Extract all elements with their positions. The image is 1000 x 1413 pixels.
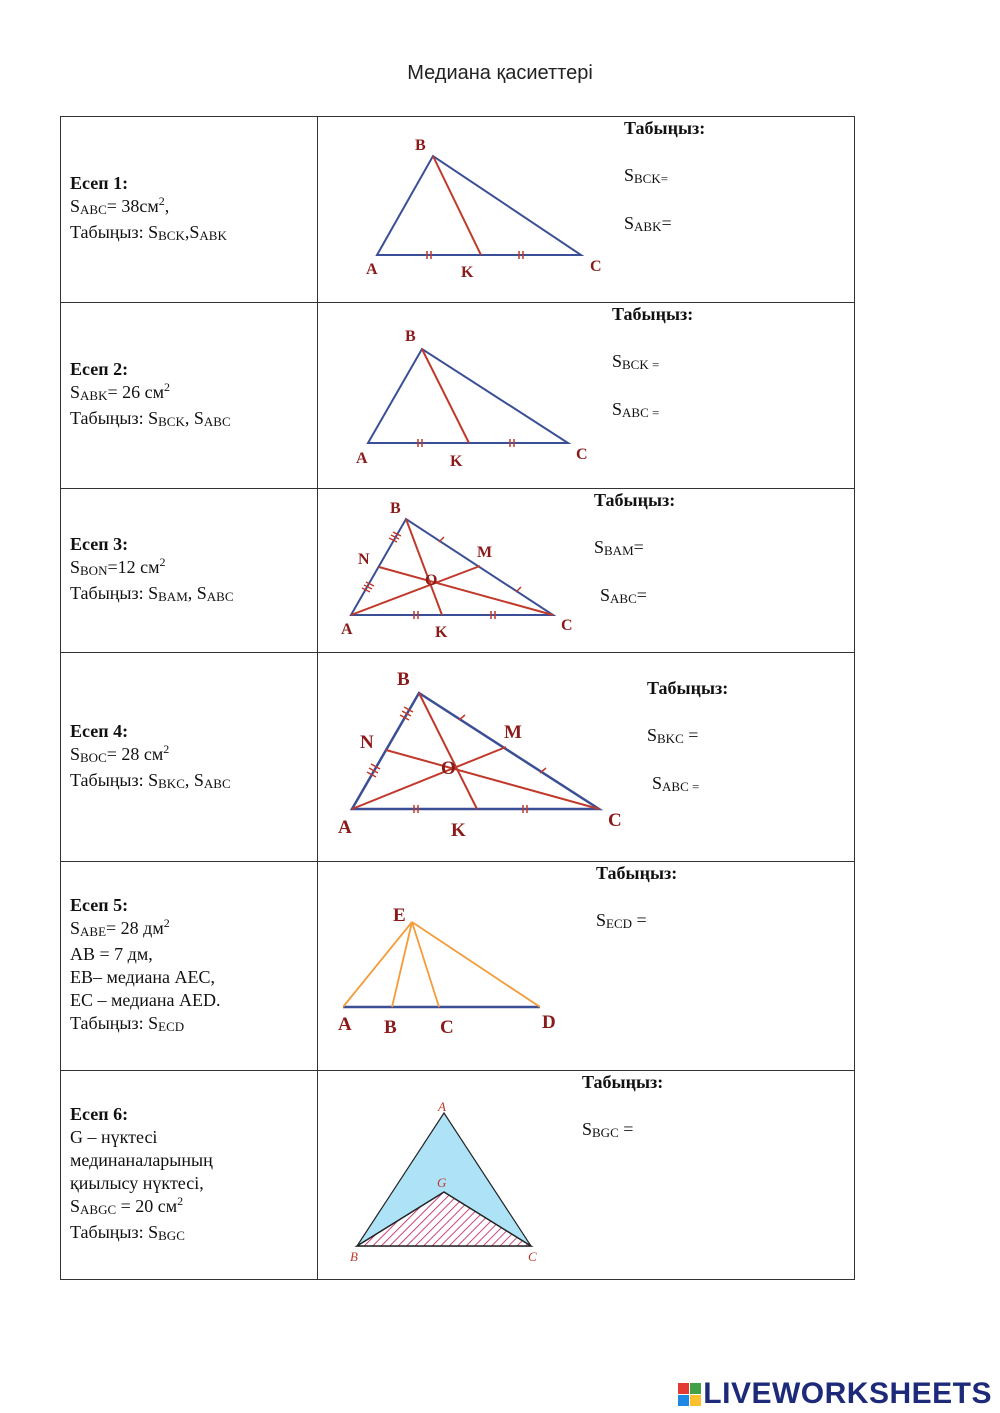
vertex-label-c: C <box>608 810 622 831</box>
problem-5-task: Табыңыз: $S_{ECD}$ <box>70 1013 185 1034</box>
point-label-k: K <box>450 453 463 470</box>
problem-5-heading: Есеп 5: <box>70 895 129 915</box>
problem-2-task: Табыңыз: $S_{BCK}$, $S_{ABC}$ <box>70 408 231 429</box>
problem-5-figure-cell <box>318 862 855 1071</box>
problem-2-find: Табыңыз: $S_{BCK =}$ $S_{ABC =}$ <box>612 304 694 420</box>
problem-4-figure-cell <box>318 653 855 862</box>
problem-5-line-eb: EB– медиана AEC, <box>70 967 216 987</box>
problem-1-given: $S_{ABC}= 38см^2$, <box>70 194 170 217</box>
problem-5-line-ec: EC – медиана AED. <box>70 990 221 1010</box>
problem-3-task: Табыңыз: $S_{BAM}$, $S_{ABC}$ <box>70 583 234 604</box>
problem-3-conditions <box>61 489 318 653</box>
problem-row-6 <box>61 1071 855 1280</box>
triangle-figure-3 <box>318 489 618 653</box>
problem-row-5 <box>61 862 855 1071</box>
problem-6-figure-cell <box>318 1071 855 1280</box>
problem-4-task: Табыңыз: $S_{BKC}$, $S_{ABC}$ <box>70 769 231 791</box>
problem-4-heading: Есеп 4: <box>70 720 129 741</box>
problem-5-line-ab: AB = 7 дм, <box>70 944 153 964</box>
logo-square-green <box>690 1383 701 1394</box>
problem-5-find: Табыңыз: $S_{ECD}$ = <box>596 863 678 931</box>
triangle-figure-5 <box>318 862 618 1071</box>
problem-6-find: Табыңыз: $S_{BGC}$ = <box>582 1072 664 1140</box>
point-label-n: N <box>360 732 374 753</box>
vertex-label-b: B <box>405 328 416 345</box>
problem-3-heading: Есеп 3: <box>70 534 129 554</box>
logo-mark-icon <box>678 1383 701 1406</box>
problem-5-given: $S_{ABE}= 28$ $дм^2$ <box>70 916 170 939</box>
triangle-figure-6 <box>318 1071 618 1280</box>
vertex-label-a: A <box>438 1099 446 1114</box>
vertex-label-d: D <box>542 1012 556 1033</box>
logo-square-yellow <box>690 1395 701 1406</box>
problem-6-line-2: мединаналарының <box>70 1150 213 1170</box>
problem-6-task: Табыңыз: $S_{BGC}$ <box>70 1222 185 1243</box>
problem-1-task: Табыңыз: $S_{BCK},S_{ABK}$ <box>70 222 227 243</box>
point-label-n: N <box>358 551 370 568</box>
vertex-label-a: A <box>356 450 368 467</box>
point-label-g: G <box>437 1175 447 1190</box>
problem-6-line-3: қиылысу нүктесі, <box>70 1173 204 1193</box>
vertex-label-a: A <box>366 261 378 278</box>
point-label-m: M <box>477 544 493 561</box>
problem-3-find: Табыңыз: $S_{BAM}=$ $S_{ABC}=$ <box>594 490 676 606</box>
vertex-label-b: B <box>350 1249 358 1264</box>
problem-row-2 <box>61 303 855 489</box>
problem-4-given: $S_{BOC}= 28$ $см^2$ <box>70 741 170 765</box>
liveworksheets-logo <box>678 1376 992 1412</box>
point-label-k: K <box>461 264 474 281</box>
point-label-o: O <box>441 758 456 779</box>
problem-row-1 <box>61 117 855 303</box>
problem-6-given: $S_{ABGC} = 20$ $см^2$ <box>70 1194 184 1217</box>
vertex-label-b: B <box>415 137 426 154</box>
problem-5-conditions <box>61 862 318 1071</box>
triangle-figure-4 <box>318 653 622 862</box>
problem-2-figure-cell <box>318 303 855 489</box>
problem-6-line-1: G – нүктесі <box>70 1127 158 1147</box>
vertex-label-e: E <box>393 905 406 926</box>
vertex-label-a: A <box>341 621 353 638</box>
vertex-label-a: A <box>338 817 352 838</box>
problem-3-given: $S_{BON}=12$ $см^2$ <box>70 555 166 578</box>
point-label-o: O <box>425 572 438 589</box>
vertex-label-c: C <box>590 258 602 275</box>
vertex-label-c: C <box>528 1249 537 1264</box>
logo-text: LIVEWORKSHEETS <box>703 1377 992 1410</box>
problem-6-heading: Есеп 6: <box>70 1104 129 1124</box>
problem-1-conditions <box>61 117 318 303</box>
vertex-label-b: B <box>397 669 410 690</box>
triangle-figure-2 <box>318 303 618 489</box>
point-label-k: K <box>451 820 466 841</box>
point-label-k: K <box>435 624 448 641</box>
problem-4-find: Табыңыз: $S_{BKC}$ = $S_{ABC =}$ <box>647 678 729 794</box>
logo-square-red <box>678 1383 689 1394</box>
logo-square-blue <box>678 1395 689 1406</box>
vertex-label-c: C <box>561 617 573 634</box>
problem-row-3 <box>61 489 855 653</box>
vertex-label-b: B <box>390 500 401 517</box>
vertex-label-c: C <box>576 446 588 463</box>
triangle-figure-1 <box>318 117 618 303</box>
problem-6-conditions <box>61 1071 318 1280</box>
page-title: Медиана қасиеттері <box>407 62 593 84</box>
problem-1-heading: Есеп 1: <box>70 173 129 193</box>
problem-3-figure-cell <box>318 489 855 653</box>
problem-1-find: Табыңыз: $S_{BCK=}$ $S_{ABK}=$ <box>624 118 706 234</box>
problem-2-conditions <box>61 303 318 489</box>
point-label-b: B <box>384 1017 397 1038</box>
problem-2-heading: Есеп 2: <box>70 359 129 379</box>
problem-1-figure-cell <box>318 117 855 303</box>
vertex-label-a: A <box>338 1014 352 1035</box>
problems-table <box>60 116 855 1280</box>
point-label-c: C <box>440 1017 454 1038</box>
problem-4-conditions <box>61 653 318 862</box>
problem-2-given: $S_{ABK}= 26$ $см^2$ <box>70 380 170 403</box>
point-label-m: M <box>504 722 522 743</box>
problem-row-4 <box>61 653 855 862</box>
